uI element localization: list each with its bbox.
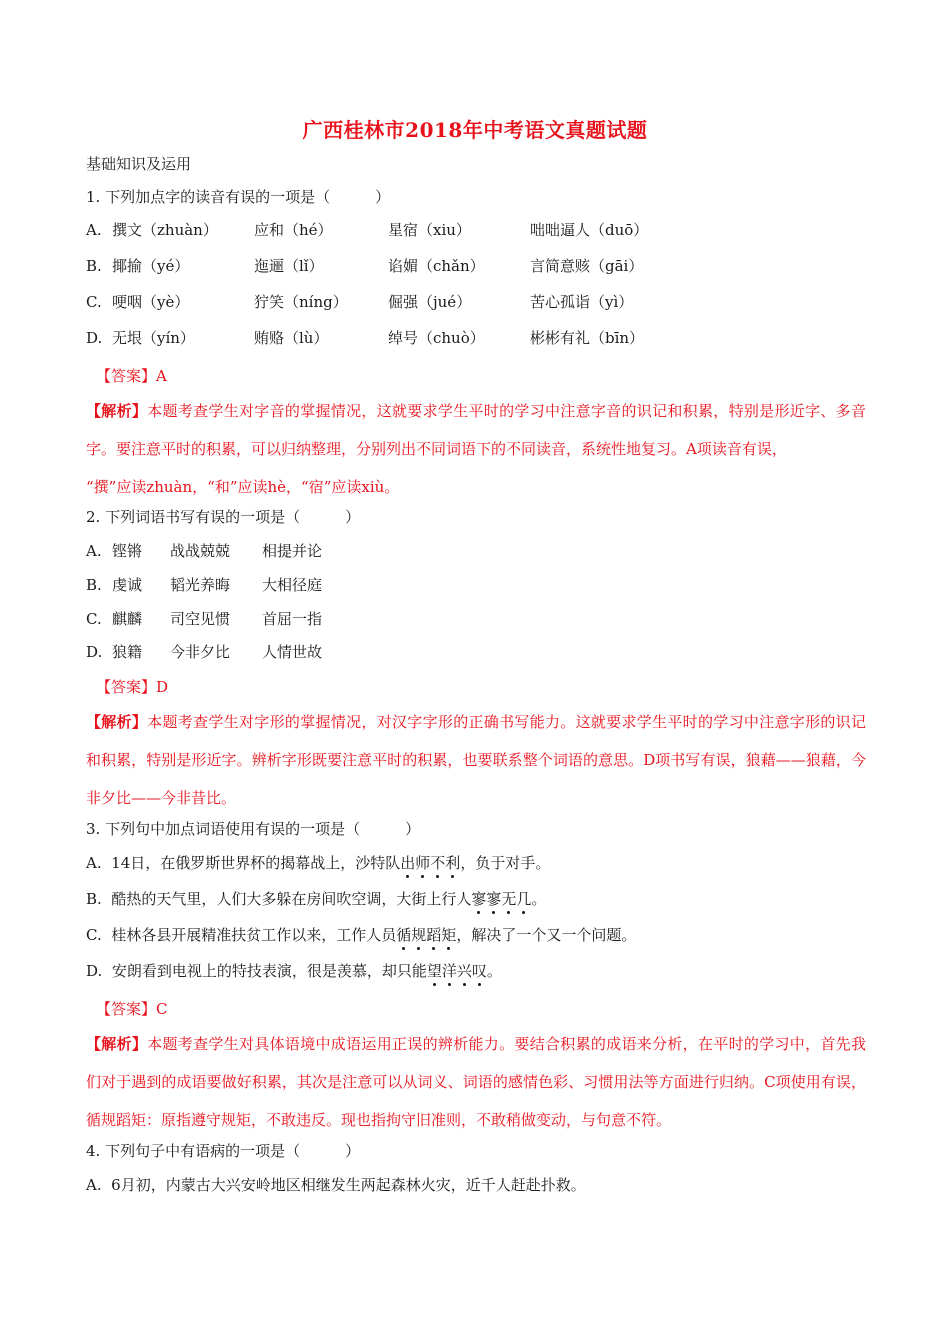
option-label: C. bbox=[86, 610, 102, 628]
option-item: 无垠（yín） bbox=[112, 329, 195, 347]
dotted-phrase bbox=[400, 854, 460, 872]
option-text-end: ，解决了一个又一个问题。 bbox=[456, 926, 637, 944]
option-item: 麒麟 bbox=[112, 610, 143, 628]
option-item: 战战兢兢 bbox=[170, 542, 231, 560]
question-2-option-c bbox=[86, 609, 886, 629]
question-2-option-d bbox=[86, 642, 886, 662]
question-4-stem: 4. 下列句子中有语病的一项是（ ） bbox=[86, 1142, 361, 1160]
dotted-phrase bbox=[471, 890, 531, 908]
option-item: 今非夕比 bbox=[170, 643, 231, 661]
option-text: 6月初，内蒙古大兴安岭地区相继发生两起森林火灾，近千人赶赴扑救。 bbox=[111, 1176, 586, 1194]
option-item: 谄媚（chǎn） bbox=[388, 257, 485, 275]
question-3-option-b bbox=[86, 889, 546, 909]
dotted-char: 不 bbox=[430, 854, 446, 872]
question-4-option-a bbox=[86, 1175, 586, 1195]
option-item: 哽咽（yè） bbox=[112, 293, 190, 311]
option-item: 倔强（jué） bbox=[388, 293, 472, 311]
option-item: 苦心孤诣（yì） bbox=[530, 293, 634, 311]
option-item: 贿赂（lù） bbox=[254, 329, 329, 347]
option-text: 桂林各县开展精准扶贫工作以来，工作人员 bbox=[111, 926, 397, 944]
option-item: 揶揄（yé） bbox=[112, 257, 190, 275]
option-text-end: ，负于对手。 bbox=[460, 854, 551, 872]
option-item: 司空见惯 bbox=[170, 610, 231, 628]
option-label: B. bbox=[86, 890, 102, 908]
question-2-option-b bbox=[86, 575, 886, 595]
dotted-phrase bbox=[396, 926, 456, 944]
dotted-phrase bbox=[427, 962, 487, 980]
option-label: A. bbox=[86, 542, 102, 560]
option-label: A. bbox=[86, 1176, 102, 1194]
option-label: A. bbox=[86, 221, 102, 239]
question-3-answer: 【答案】C bbox=[96, 1000, 168, 1018]
dotted-char: 利 bbox=[445, 854, 461, 872]
dotted-char: 几 bbox=[516, 890, 532, 908]
option-item: 韬光养晦 bbox=[170, 576, 231, 594]
option-item: 虔诚 bbox=[112, 576, 143, 594]
section-heading: 基础知识及运用 bbox=[86, 155, 192, 173]
option-item: 人情世故 bbox=[262, 643, 323, 661]
option-item: 狞笑（níng） bbox=[254, 293, 348, 311]
dotted-char: 洋 bbox=[441, 962, 457, 980]
question-2-answer: 【答案】D bbox=[96, 678, 169, 696]
dotted-char: 规 bbox=[411, 926, 427, 944]
option-item: 撰文（zhuàn） bbox=[112, 221, 218, 239]
option-item: 绰号（chuò） bbox=[388, 329, 485, 347]
option-item: 迤逦（lǐ） bbox=[254, 257, 324, 275]
option-item: 铿锵 bbox=[112, 542, 143, 560]
question-3-stem: 3. 下列句中加点词语使用有误的一项是（ ） bbox=[86, 820, 421, 838]
explanation-tag: 【解析】 bbox=[86, 1035, 148, 1053]
option-label: B. bbox=[86, 257, 102, 275]
question-1-stem: 1. 下列加点字的读音有误的一项是（ ） bbox=[86, 188, 391, 206]
option-label: A. bbox=[86, 854, 102, 872]
question-1-option-a bbox=[86, 220, 886, 240]
explanation-tag: 【解析】 bbox=[86, 713, 148, 731]
dotted-char: 循 bbox=[396, 926, 412, 944]
option-label: D. bbox=[86, 643, 103, 661]
explanation-text: 本题考查学生对字形的掌握情况，对汉字字形的正确书写能力。这就要求学生平时的学习中注意字形的识记和积累，特别是形近字。辨析字形既要注意平时的积累，也要联系整个词语的意思。D项书写有误，狼藉——狼藉，今非夕比——今非昔比。 bbox=[86, 713, 866, 807]
option-item: 大相径庭 bbox=[262, 576, 323, 594]
question-2-stem: 2. 下列词语书写有误的一项是（ ） bbox=[86, 508, 361, 526]
question-3-option-c bbox=[86, 925, 636, 945]
option-item: 首屈一指 bbox=[262, 610, 323, 628]
question-2-explanation bbox=[86, 703, 866, 817]
dotted-char: 兴 bbox=[456, 962, 472, 980]
document-title: 广西桂林市2018年中考语文真题试题 bbox=[302, 118, 648, 142]
question-3-option-a bbox=[86, 853, 550, 873]
option-item: 相提并论 bbox=[262, 542, 323, 560]
question-1-answer: 【答案】A bbox=[96, 367, 167, 385]
option-item: 言简意赅（gāi） bbox=[530, 257, 644, 275]
option-item: 狼籍 bbox=[112, 643, 143, 661]
dotted-char: 蹈 bbox=[426, 926, 442, 944]
dotted-char: 矩 bbox=[441, 926, 457, 944]
explanation-tag: 【解析】 bbox=[86, 402, 148, 420]
option-item: 彬彬有礼（bīn） bbox=[530, 329, 645, 347]
dotted-char: 叹 bbox=[471, 962, 487, 980]
question-2-option-a bbox=[86, 541, 886, 561]
question-3-explanation bbox=[86, 1025, 866, 1139]
dotted-char: 寥 bbox=[486, 890, 502, 908]
explanation-text: 本题考查学生对具体语境中成语运用正误的辨析能力。要结合积累的成语来分析，在平时的学习中，首先我们对于遇到的成语要做好积累，其次是注意可以从词义、词语的感情色彩、习惯用法等方面进行归纳。C项使用有误，循规蹈矩：原指遵守规矩，不敢违反。现也指拘守旧准则，不敢稍做变动，与句意不符。 bbox=[86, 1035, 866, 1129]
option-text: 14日，在俄罗斯世界杯的揭幕战上，沙特队 bbox=[111, 854, 401, 872]
explanation-text: 本题考查学生对字音的掌握情况，这就要求学生平时的学习中注意字音的识记和积累，特别是形近字、多音字。要注意平时的积累，可以归纳整理，分别列出不同词语下的不同读音，系统性地复习。A项读音有误， bbox=[86, 402, 866, 458]
option-item: 星宿（xiu） bbox=[388, 221, 471, 239]
option-item: 应和（hé） bbox=[254, 221, 333, 239]
option-text: 安朗看到电视上的特技表演，很是羡慕，却只能 bbox=[111, 962, 427, 980]
question-1-option-b bbox=[86, 256, 886, 276]
question-3-option-d bbox=[86, 961, 502, 981]
option-label: C. bbox=[86, 926, 102, 944]
question-1-explanation bbox=[86, 392, 866, 506]
dotted-char: 寥 bbox=[471, 890, 487, 908]
question-1-option-c bbox=[86, 292, 886, 312]
dotted-char: 师 bbox=[415, 854, 431, 872]
option-label: C. bbox=[86, 293, 102, 311]
dotted-char: 望 bbox=[426, 962, 442, 980]
question-1-option-d bbox=[86, 328, 886, 348]
dotted-char: 无 bbox=[501, 890, 517, 908]
option-label: D. bbox=[86, 329, 103, 347]
option-label: B. bbox=[86, 576, 102, 594]
option-label: D. bbox=[86, 962, 103, 980]
dotted-char: 出 bbox=[400, 854, 416, 872]
option-item: 咄咄逼人（duō） bbox=[530, 221, 649, 239]
option-text-end: 。 bbox=[486, 962, 502, 980]
option-text-end: 。 bbox=[531, 890, 547, 908]
explanation-text-2: “撰”应读zhuàn，“和”应读hè，“宿”应读xiù。 bbox=[86, 478, 400, 496]
option-text: 酷热的天气里，人们大多躲在房间吹空调，大街上行人 bbox=[111, 890, 472, 908]
